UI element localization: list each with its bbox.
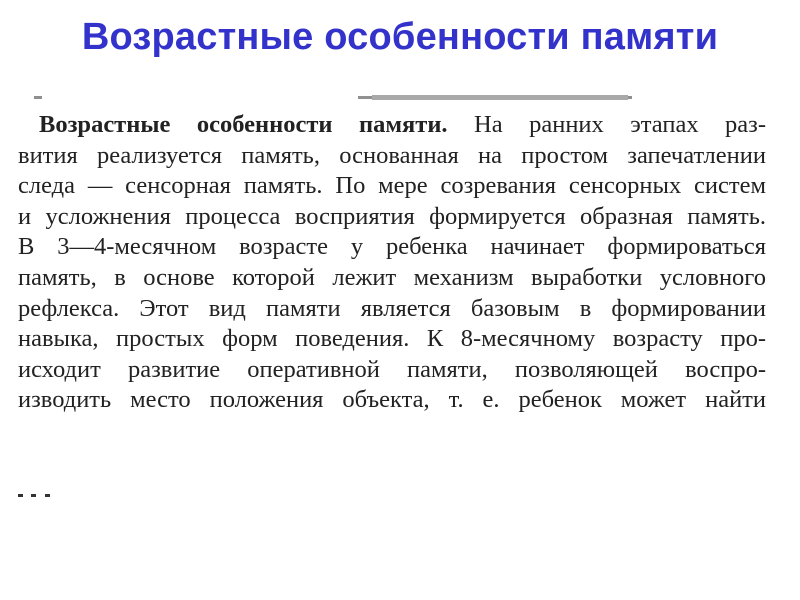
paragraph-heading: Возрастные особенности памяти. — [39, 111, 448, 138]
slide-title: Возрастные особенности памяти — [81, 16, 719, 58]
text-line: вития реализуется память, основанная на простом запечатлении — [18, 141, 766, 169]
text-line: память, в основе которой лежит механизм выработки условного — [18, 263, 766, 291]
text-line: рефлекса. Этот вид памяти является базовым в формировании — [18, 294, 766, 322]
text-line: В 3—4-месячном возрасте у ребенка начинает формироваться — [18, 233, 766, 261]
first-line-text: На ранних этапах раз- — [447, 111, 767, 138]
text-line: изводить место положения объекта, т. е. ребенок может найти — [18, 386, 766, 414]
text-line: следа — сенсорная память. По мере созревания сенсорных систем — [18, 172, 766, 200]
text-line: исходит развитие оперативной памяти, позволяющей воспро- — [18, 355, 766, 383]
cropped-previous-line — [372, 93, 628, 103]
text-line — [18, 110, 766, 141]
cropped-previous-line — [34, 93, 42, 103]
scanned-text-image — [0, 88, 800, 508]
text-line: и усложнения процесса восприятия формируется образная память. — [18, 202, 766, 230]
text-line: навыка, простых форм поведения. К 8-месячному возрасту про- — [18, 325, 766, 353]
cropped-previous-line — [358, 93, 372, 103]
cropped-previous-line — [628, 93, 632, 103]
scanned-paragraph — [18, 110, 766, 416]
cropped-next-line — [18, 487, 54, 497]
